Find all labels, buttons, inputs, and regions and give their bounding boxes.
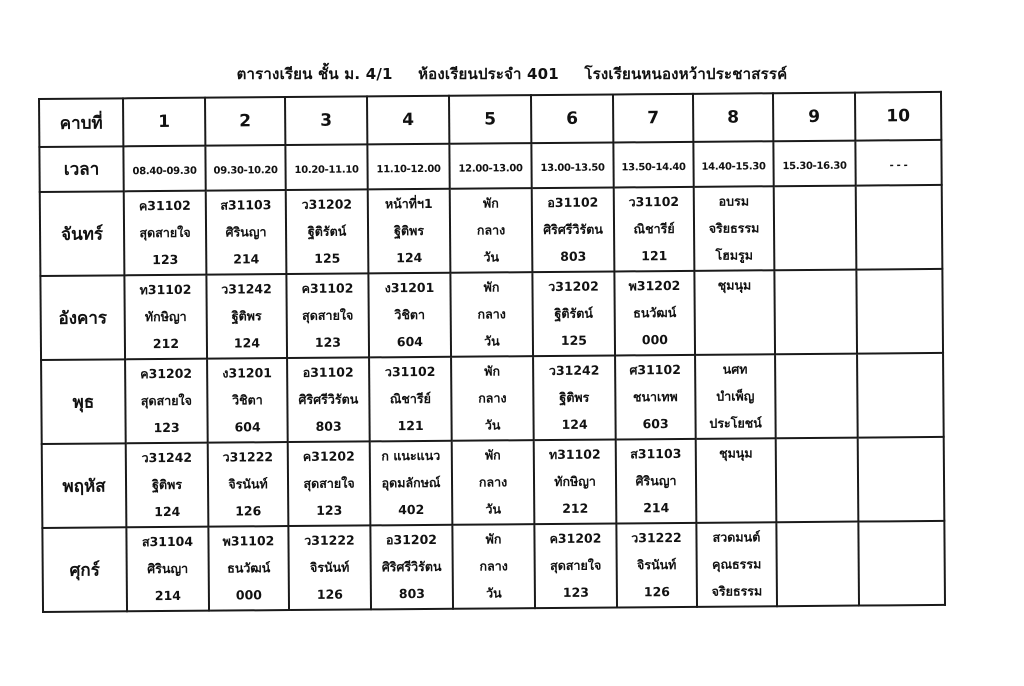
period-number: 4: [402, 110, 415, 131]
schedule-cell: [774, 186, 857, 271]
schedule-cell: [616, 523, 697, 608]
subject-code: ส31103: [220, 197, 272, 214]
schedule-cell: [368, 273, 451, 358]
schedule-cell: [616, 439, 697, 524]
subject-code: ว31222: [222, 449, 274, 466]
teacher-name: ฐิติพร: [151, 476, 183, 493]
schedule-cell: [208, 442, 289, 527]
teacher-name: ฐิติพร: [559, 389, 590, 406]
time-cell-1: [123, 146, 205, 192]
subject-code: พ31202: [628, 278, 681, 294]
room-number: 125: [314, 250, 341, 266]
subject-code: ศ31102: [629, 362, 681, 378]
schedule-cell: [856, 185, 943, 270]
schedule-cell: [694, 270, 775, 355]
subject-code: อ31102: [302, 364, 354, 381]
room-number: 126: [235, 503, 262, 519]
teacher-name: จริยธรรม: [708, 220, 760, 236]
schedule-cell: [450, 272, 533, 357]
schedule-cell: [775, 354, 858, 439]
room-number: โฮมรูม: [715, 247, 754, 263]
cell-content: [370, 359, 451, 440]
subject-code: ค31102: [301, 280, 354, 297]
room-number: วัน: [484, 417, 501, 433]
teacher-name: ชนาเทพ: [632, 389, 678, 405]
time-range: 10.20-11.10: [294, 164, 359, 176]
subject-code: ค31102: [138, 198, 191, 214]
subject-code: พัก: [482, 195, 499, 211]
period-header-3: [285, 96, 367, 145]
period-header-7: [613, 94, 693, 143]
period-number: 10: [886, 106, 911, 127]
room-number: 000: [235, 587, 263, 603]
time-cell-10: [855, 140, 941, 186]
subject-code: สวดมนต์: [712, 529, 761, 546]
subject-code: ท31102: [139, 282, 192, 298]
time-label: เวลา: [63, 159, 100, 180]
subject-code: ชุมนุม: [718, 445, 753, 461]
subject-code: พัก: [485, 531, 502, 547]
schedule-cell: [288, 441, 371, 526]
schedule-cell: [857, 353, 944, 438]
subject-code: ง31201: [384, 280, 435, 296]
teacher-name: ฐิติรัตน์: [307, 223, 347, 239]
day-name: จันทร์: [61, 223, 104, 245]
period-number: 2: [239, 111, 252, 132]
schedule-cell: [207, 358, 288, 443]
day-name: ศุกร์: [69, 560, 100, 581]
room-number: 214: [643, 499, 670, 516]
teacher-name: ฐิติพร: [394, 223, 425, 239]
period-label: คาบที่: [59, 112, 103, 134]
cell-content: [371, 443, 452, 524]
teacher-name: ธนวัฒน์: [633, 305, 677, 321]
subject-code: พัก: [483, 279, 500, 295]
cell-content: [695, 272, 774, 353]
schedule-cell: [286, 189, 369, 274]
cell-content: [126, 361, 207, 442]
teacher-name: ศิรินญา: [635, 473, 677, 489]
teacher-name: จิรนันท์: [636, 557, 677, 573]
period-number: 3: [320, 110, 333, 131]
room-number: 126: [643, 583, 670, 600]
time-cell-8: [693, 141, 773, 187]
title-schedule: ตารางเรียน ชั้น ม. 4/1: [236, 65, 393, 83]
time-range: 11.10-12.00: [376, 163, 441, 176]
teacher-name: กลาง: [478, 390, 507, 406]
teacher-name: ศิริศรีวิรัตน: [298, 391, 359, 408]
room-number: จริยธรรม: [711, 583, 763, 599]
subject-code: นศท: [722, 361, 748, 378]
period-number: 9: [808, 106, 821, 127]
subject-code: ว31242: [141, 450, 193, 466]
teacher-name: วิชิตา: [231, 392, 263, 408]
period-number: 5: [484, 109, 497, 130]
day-name: พฤหัส: [62, 475, 106, 497]
schedule-cell: [694, 186, 775, 271]
subject-code: ว31202: [548, 279, 599, 295]
timetable-body: [39, 92, 945, 612]
day-name: พุธ: [72, 392, 95, 413]
period-header-1: [123, 98, 205, 147]
schedule-cell: [126, 443, 209, 528]
teacher-name: ณิชารีย์: [389, 391, 431, 407]
cell-content: [207, 276, 286, 357]
subject-code: ส31104: [141, 534, 194, 550]
schedule-cell: [370, 525, 453, 610]
schedule-cell: [696, 522, 777, 607]
room-number: 123: [316, 502, 343, 518]
day-name: อังคาร: [58, 307, 108, 329]
time-range: 08.40-09.30: [132, 165, 197, 178]
room-number: 123: [562, 584, 590, 600]
subject-code: อบรม: [718, 193, 750, 210]
cell-content: [617, 525, 696, 606]
cell-content: [369, 191, 450, 272]
cell-content: [533, 273, 614, 354]
room-number: 000: [641, 331, 669, 348]
time-range: 13.00-13.50: [540, 162, 605, 175]
schedule-cell: [124, 191, 207, 276]
room-number: วัน: [483, 249, 500, 265]
subject-code: ค31202: [302, 448, 355, 465]
cell-content: [451, 274, 532, 355]
teacher-name: ทักษิญา: [144, 308, 187, 325]
cell-content: [451, 190, 532, 271]
cell-content: [615, 189, 694, 270]
schedule-cell: [286, 273, 369, 358]
teacher-name: สุดสายใจ: [140, 392, 193, 409]
cell-content: [289, 443, 370, 524]
cell-content: [369, 275, 450, 356]
room-number: 214: [233, 251, 260, 267]
teacher-name: ศิรินญา: [147, 560, 189, 577]
schedule-cell: [369, 357, 452, 442]
cell-content: [127, 529, 208, 610]
room-number: 125: [560, 332, 588, 348]
day-row: [41, 353, 944, 444]
teacher-name: อุดมลักษณ์: [381, 474, 441, 491]
period-number: 7: [647, 108, 660, 129]
period-header-10: [855, 92, 941, 141]
subject-code: ว31242: [221, 281, 272, 298]
day-label-cell: [40, 191, 125, 276]
day-row: [40, 269, 943, 360]
schedule-cell: [287, 357, 370, 442]
schedule-cell: [126, 527, 209, 612]
cell-content: [535, 525, 616, 606]
cell-content: [535, 441, 616, 522]
cell-content: [209, 528, 288, 609]
cell-content: [289, 527, 370, 608]
time-cell-9: [773, 141, 855, 187]
room-number: 124: [154, 503, 181, 519]
subject-code: ว31102: [384, 364, 436, 380]
time-cell-4: [367, 144, 449, 190]
schedule-cell: [368, 189, 451, 274]
cell-content: [209, 444, 288, 525]
cell-content: [697, 524, 776, 605]
room-number: วัน: [484, 333, 500, 349]
period-header-9: [773, 93, 855, 142]
teacher-name: จิรนันท์: [228, 476, 268, 492]
schedule-cell: [370, 441, 453, 526]
schedule-cell: [124, 275, 207, 360]
cell-content: [533, 189, 614, 270]
day-row: [40, 185, 943, 276]
room-number: ประโยชน์: [709, 415, 762, 431]
cell-content: [453, 442, 534, 523]
room-number: 121: [397, 417, 424, 433]
title-school: โรงเรียนหนองหว้าประชาสรรค์: [584, 65, 788, 83]
room-number: 803: [398, 585, 426, 601]
teacher-name: สุดสายใจ: [302, 307, 354, 324]
period-number: 6: [566, 108, 579, 129]
subject-code: อ31202: [385, 532, 438, 548]
schedule-cell: [452, 440, 535, 525]
time-range: 13.50-14.40: [621, 161, 686, 174]
room-number: 603: [642, 415, 669, 432]
room-number: 803: [560, 248, 587, 264]
teacher-name: วิชิตา: [394, 307, 426, 323]
room-number: 604: [396, 333, 424, 349]
schedule-cell: [614, 187, 695, 272]
time-label-cell: [39, 146, 123, 192]
cell-content: [288, 359, 369, 440]
time-cell-2: [205, 145, 285, 191]
room-number: 124: [561, 416, 588, 432]
cell-content: [287, 191, 368, 272]
subject-code: พัก: [484, 363, 501, 379]
cell-content: [452, 358, 533, 439]
schedule-cell: [858, 437, 945, 522]
schedule-cell: [534, 439, 617, 524]
schedule-cell: [532, 271, 615, 356]
schedule-cell: [695, 354, 776, 439]
period-header-6: [531, 94, 613, 143]
room-number: 604: [234, 419, 261, 435]
schedule-cell: [206, 274, 287, 359]
room-number: 126: [316, 586, 344, 602]
room-number: 123: [152, 251, 179, 267]
cell-content: [453, 526, 534, 607]
schedule-cell: [288, 525, 371, 610]
time-range: 09.30-10.20: [213, 165, 278, 177]
room-number: 212: [152, 335, 180, 351]
schedule-cell: [451, 356, 534, 441]
teacher-name: กลาง: [478, 474, 508, 490]
period-number: 1: [158, 111, 171, 133]
teacher-name: ฐิติพร: [231, 308, 262, 324]
room-number: 124: [233, 335, 261, 351]
teacher-name: ศิริศรีวิรัตน: [543, 221, 603, 238]
teacher-name: กลาง: [476, 222, 506, 238]
period-header-8: [693, 93, 773, 142]
schedule-cell: [206, 190, 287, 275]
schedule-cell: [534, 523, 617, 608]
subject-code: ว31202: [301, 196, 353, 213]
timetable: [38, 91, 946, 613]
schedule-cell: [533, 355, 616, 440]
schedule-cell: [696, 438, 777, 523]
subject-code: ค31202: [140, 366, 193, 382]
cell-content: [125, 277, 206, 358]
teacher-name: ฐิติรัตน์: [554, 305, 593, 322]
teacher-name: สุดสายใจ: [550, 557, 602, 574]
time-cell-6: [531, 142, 613, 188]
subject-code: ท31102: [548, 447, 601, 463]
schedule-cell: [774, 270, 857, 355]
cell-content: [207, 192, 286, 273]
schedule-cell: [776, 438, 859, 523]
time-range: 12.00-13.00: [458, 163, 523, 175]
schedule-cell: [452, 524, 535, 609]
schedule-cell: [208, 526, 289, 611]
teacher-name: ศิริศรีวิรัตน: [381, 558, 442, 575]
teacher-name: จิรนันท์: [309, 559, 350, 575]
subject-code: พัก: [484, 447, 501, 463]
header-row: [39, 92, 941, 147]
room-number: 212: [562, 500, 589, 516]
subject-code: พ31102: [222, 533, 275, 550]
teacher-name: สุดสายใจ: [303, 475, 355, 492]
cell-content: [696, 356, 775, 437]
cell-content: [534, 357, 615, 438]
day-label-cell: [41, 359, 126, 444]
cell-content: [615, 273, 694, 354]
schedule-cell: [615, 355, 696, 440]
time-row: [39, 140, 941, 192]
subject-code: ชุมนุม: [717, 277, 752, 293]
schedule-cell: [858, 521, 945, 606]
subject-code: ก แนะแนว: [381, 448, 441, 464]
cell-content: [127, 445, 208, 526]
cell-content: [371, 527, 452, 608]
teacher-name: สุดสายใจ: [139, 224, 191, 241]
teacher-name: กลาง: [477, 306, 506, 322]
subject-code: ส31103: [630, 446, 682, 462]
room-number: 402: [398, 501, 425, 517]
day-row: [42, 437, 945, 528]
day-label-cell: [42, 527, 127, 612]
room-number: 124: [396, 249, 423, 265]
subject-code: ว31222: [304, 532, 355, 549]
schedule-cell: [125, 359, 208, 444]
page-title: [0, 62, 1024, 86]
schedule-cell: [450, 188, 533, 273]
room-number: 123: [314, 334, 342, 350]
time-range: - - -: [889, 160, 908, 172]
cell-content: [695, 188, 774, 269]
time-range: 14.40-15.30: [701, 161, 766, 173]
cell-content: [617, 441, 696, 522]
period-header-4: [367, 96, 449, 145]
subject-code: ว31242: [548, 363, 600, 379]
teacher-name: คุณธรรม: [711, 556, 762, 572]
subject-code: ว31222: [631, 530, 682, 546]
subject-code: ว31102: [628, 194, 680, 210]
teacher-name: กลาง: [479, 558, 508, 574]
cell-content: [616, 357, 695, 438]
day-row: [42, 521, 945, 612]
room-number: วัน: [486, 585, 502, 601]
cell-content: [208, 360, 287, 441]
time-range: 15.30-16.30: [782, 160, 847, 173]
cell-content: [125, 193, 206, 274]
day-label-cell: [40, 275, 125, 360]
teacher-name: บำเพ็ญ: [716, 388, 755, 404]
schedule-cell: [856, 269, 943, 354]
room-number: วัน: [485, 501, 502, 517]
schedule-cell: [614, 271, 695, 356]
time-cell-3: [285, 144, 367, 190]
subject-code: ค31202: [549, 531, 602, 547]
schedule-cell: [532, 187, 615, 272]
teacher-name: ธนวัฒน์: [227, 560, 271, 576]
room-number: 803: [315, 418, 342, 434]
subject-code: หน้าที่ฯ1: [384, 196, 433, 212]
room-number: 121: [641, 247, 668, 264]
period-header-5: [449, 95, 531, 144]
time-cell-7: [613, 142, 693, 188]
day-label-cell: [42, 443, 127, 528]
schedule-cell: [776, 522, 859, 607]
period-number: 8: [727, 107, 740, 128]
teacher-name: ณิชารีย์: [633, 221, 675, 237]
cell-content: [697, 440, 776, 521]
subject-code: อ31102: [547, 195, 599, 211]
time-cell-5: [449, 143, 531, 189]
subject-code: ง31201: [222, 365, 273, 382]
teacher-name: ทักษิญา: [554, 473, 596, 490]
title-room: ห้องเรียนประจำ 401: [418, 65, 559, 83]
room-number: 123: [153, 419, 180, 435]
teacher-name: ศิรินญา: [225, 224, 267, 240]
period-header-2: [205, 97, 285, 146]
room-number: 214: [154, 587, 182, 603]
cell-content: [287, 275, 368, 356]
header-period-label-cell: [39, 98, 123, 147]
